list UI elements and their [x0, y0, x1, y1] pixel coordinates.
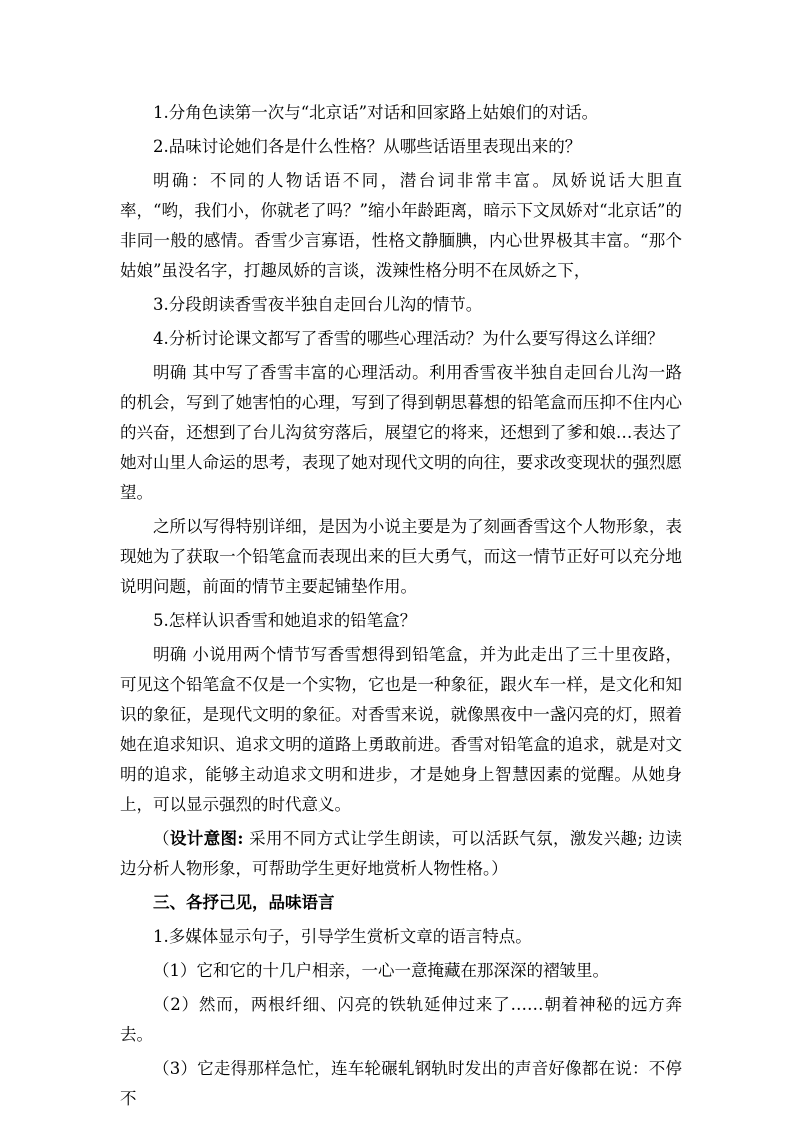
body-paragraph: （2）然而，两根纤细、闪亮的铁轨延伸过来了……朝着神秘的远方奔去。: [120, 995, 682, 1044]
paragraph-group-top: [120, 98, 682, 820]
design-intent-open: （: [153, 829, 170, 848]
body-paragraph: 5.怎样认识香雪和她追求的铅笔盒？: [153, 611, 417, 630]
section-heading: 三、各抒己见，品味语言: [153, 893, 335, 912]
body-paragraph: 3.分段朗读香雪夜半独自走回台儿沟的情节。: [153, 295, 483, 314]
body-paragraph: 4.分析讨论课文都写了香雪的哪些心理活动？为什么要写得这么详细？: [153, 329, 664, 348]
document-body: [120, 98, 682, 1118]
body-paragraph: 1.多媒体显示句子，引导学生赏析文章的语言特点。: [153, 927, 532, 946]
body-paragraph: 明确 小说用两个情节写香雪想得到铅笔盒，并为此走出了三十里夜路，可见这个铅笔盒不仅是一个实物，它也是一种象征，跟火车一样，是文化和知识的象征，是现代文明的象征。对香雪来说，就像黑夜中一盏闪亮的灯，照着她在追求知识、追求文明的道路上勇敢前进。香雪对铅笔盒的追求，就是对文明的追求，能够主动追求文明和进步，才是她身上智慧因素的觉醒。从她身上，可以显示强烈的时代意义。: [120, 645, 682, 814]
body-paragraph: 之所以写得特别详细，是因为小说主要是为了刻画香雪这个人物形象，表现她为了获取一个铅笔盒而表现出来的巨大勇气，而这一情节正好可以充分地说明问题，前面的情节主要起铺垫作用。: [120, 517, 682, 596]
design-intent-label: 设计意图:: [169, 829, 244, 848]
design-intent-paragraph: [120, 824, 682, 884]
design-intent-text: 采用不同方式让学生朗读，可以活跃气氛，激发兴趣; 边读边分析人物形象，可帮助学生更好地赏析人物性格。）: [120, 829, 682, 878]
body-paragraph: 明确 其中写了香雪丰富的心理活动。利用香雪夜半独自走回台儿沟一路的机会，写到了她害怕的心理，写到了得到朝思暮想的铅笔盒而压抑不住内心的兴奋，还想到了台儿沟贫穷落后，展望它的将来，还想到了爹和娘…表达了她对山里人命运的思考，表现了她对现代文明的向往，要求改变现状的强烈愿望。: [120, 363, 682, 502]
body-paragraph: （1）它和它的十几户相亲，一心一意掩藏在那深深的褶皱里。: [153, 961, 609, 980]
paragraph-group-bottom: [120, 922, 682, 1114]
body-paragraph: （3）它走得那样急忙，连车轮碾轧钢轨时发出的声音好像都在说：不停不: [120, 1059, 682, 1108]
body-paragraph: 1.分角色读第一次与“北京话”对话和回家路上姑娘们的对话。: [153, 103, 599, 122]
body-paragraph: 明确：不同的人物话语不同，潜台词非常丰富。凤娇说话大胆直率，“哟，我们小，你就老了吗？”缩小年龄距离，暗示下文凤娇对“北京话”的非同一般的感情。香雪少言寡语，性格文静腼腆，内心世界极其丰富。“那个姑娘”虽没名字，打趣凤娇的言谈，泼辣性格分明不在凤娇之下，: [120, 171, 682, 280]
body-paragraph: 2.品味讨论她们各是什么性格？从哪些话语里表现出来的？: [153, 137, 582, 156]
